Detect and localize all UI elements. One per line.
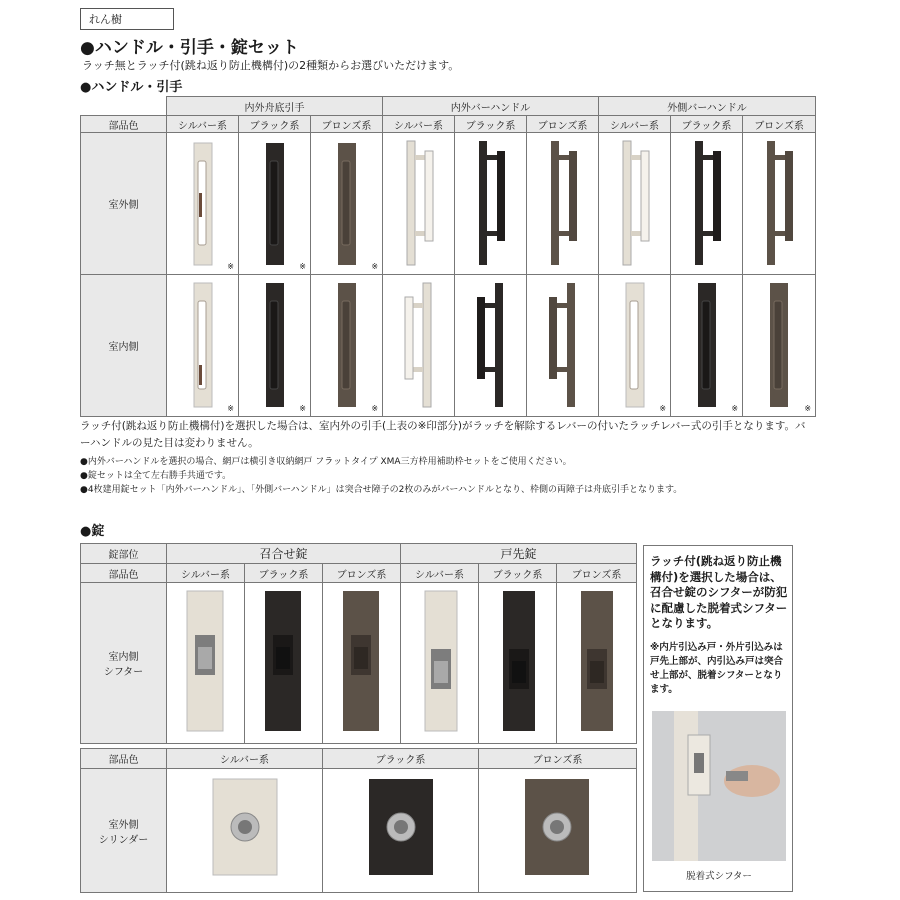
color-bronze: ブロンズ系 (527, 116, 599, 133)
funazoko-handle-silver-icon (167, 275, 239, 413)
handle-image (383, 133, 455, 275)
shifter-image (479, 583, 557, 744)
color-black: ブラック系 (245, 564, 323, 583)
bar-handle-silver-icon (383, 133, 455, 271)
color-bronze: ブロンズ系 (479, 749, 637, 769)
shifter-black-icon (245, 583, 323, 740)
shifter-black-icon (479, 583, 557, 740)
funazoko-handle-black-icon (239, 133, 311, 271)
funazoko-handle-bronze-icon (311, 275, 383, 413)
row-label-inside: 室内側 (81, 275, 167, 417)
handle-image (671, 133, 743, 275)
bar-handle-black-icon (671, 133, 743, 271)
category-tag: れん樹 (80, 8, 174, 30)
note-bullet: ●錠セットは全て左右勝手共通です。 (80, 471, 232, 481)
shifter-bronze-icon (323, 583, 401, 740)
shifter-image (245, 583, 323, 744)
latch-mark: ※ (227, 404, 234, 413)
note-bullet: ●内外バーハンドルを選択の場合、網戸は横引き収納網戸 フラットタイプ XMA三方枠用補助枠セットをご使用ください。 (80, 457, 572, 467)
row-label-outside: 室外側 (81, 133, 167, 275)
shifter-bronze-icon (557, 583, 637, 740)
latch-mark: ※ (371, 404, 379, 413)
color-black: ブラック系 (323, 749, 479, 769)
bar-handle-black-icon (455, 275, 527, 413)
part-color-label: 部品色 (81, 564, 167, 583)
latch-mark: ※ (731, 404, 739, 413)
latch-mark: ※ (659, 404, 667, 413)
color-bronze: ブロンズ系 (557, 564, 637, 583)
handle-image (167, 133, 239, 275)
photo-caption: 脱着式シフター (686, 871, 752, 882)
handle-image (527, 133, 599, 275)
funazoko-handle-silver-icon (167, 133, 239, 271)
cylinder-black-icon (323, 769, 479, 889)
shifter-image (323, 583, 401, 744)
handle-image (743, 275, 816, 417)
group-header-out-bar: 外側バーハンドル (599, 97, 816, 116)
part-color-label: 部品色 (81, 749, 167, 769)
group-header-inout-bar: 内外バーハンドル (383, 97, 599, 116)
latch-mark: ※ (299, 262, 306, 271)
cylinder-image (323, 769, 479, 893)
side-note-text: ラッチ付(跳ね返り防止機構付)を選択した場合は、召合せ錠のシフターが防犯に配慮した脱着式シフターとなります。 (650, 554, 788, 630)
handle-image (671, 275, 743, 417)
cylinder-image (167, 769, 323, 893)
handle-image (239, 133, 311, 275)
handle-image (599, 275, 671, 417)
shifter-silver-icon (167, 583, 245, 740)
bar-handle-bronze-icon (527, 275, 599, 413)
funazoko-handle-bronze-icon (311, 133, 383, 271)
handle-image (599, 133, 671, 275)
color-silver: シルバー系 (167, 749, 323, 769)
section-handle-title: ●ハンドル・引手 (80, 80, 183, 95)
color-black: ブラック系 (671, 116, 743, 133)
color-silver: シルバー系 (383, 116, 455, 133)
latch-note: ラッチ付(跳ね返り防止機構付)を選択した場合は、室内外の引手(上表の※印部分)がラッチを解除するレバーの付いたラッチレバー式の引手となります。バーハンドルの見た目は変わりません。 (80, 420, 806, 449)
note-bullet: ●4枚建用錠セット「内外バーハンドル」、「外側バーハンドル」は突合せ障子の2枚のみがバーハンドルとなり、枠側の両障子は舟底引手となります。 (80, 485, 683, 495)
color-black: ブラック系 (455, 116, 527, 133)
lock-part-label: 錠部位 (81, 544, 167, 564)
detachable-shifter-note (643, 545, 793, 892)
group-header-funazoko: 内外舟底引手 (167, 97, 383, 116)
part-color-label: 部品色 (81, 116, 167, 133)
color-bronze: ブロンズ系 (311, 116, 383, 133)
detachable-shifter-photo-icon (652, 711, 786, 861)
latch-mark: ※ (804, 404, 812, 413)
page-title: ●ハンドル・引手・錠セット (80, 38, 299, 58)
cylinder-bronze-icon (479, 769, 637, 889)
bar-handle-silver-icon (383, 275, 455, 413)
cylinder-image (479, 769, 637, 893)
latch-mark: ※ (371, 262, 379, 271)
color-silver: シルバー系 (167, 116, 239, 133)
color-bronze: ブロンズ系 (743, 116, 816, 133)
row-label-cylinder: 室外側 シリンダー (81, 769, 167, 893)
funazoko-handle-black-icon (671, 275, 743, 413)
handle-image (239, 275, 311, 417)
latch-mark: ※ (299, 404, 306, 413)
funazoko-handle-silver-icon (599, 275, 671, 413)
group-header-meeting-lock: 召合せ錠 (167, 544, 401, 564)
cylinder-silver-icon (167, 769, 323, 889)
handle-image (311, 275, 383, 417)
handle-image (743, 133, 816, 275)
funazoko-handle-bronze-icon (743, 275, 816, 413)
group-header-door-end-lock: 戸先錠 (401, 544, 637, 564)
shifter-silver-icon (401, 583, 479, 740)
handle-image (383, 275, 455, 417)
lock-table (80, 543, 637, 744)
row-label-shifter: 室内側 シフター (81, 583, 167, 744)
shifter-image (557, 583, 637, 744)
section-lock-title: ●錠 (80, 524, 105, 539)
bar-handle-bronze-icon (527, 133, 599, 271)
color-bronze: ブロンズ系 (323, 564, 401, 583)
bar-handle-black-icon (455, 133, 527, 271)
bar-handle-bronze-icon (743, 133, 816, 271)
color-black: ブラック系 (479, 564, 557, 583)
handle-table (80, 96, 816, 417)
handle-image (311, 133, 383, 275)
funazoko-handle-black-icon (239, 275, 311, 413)
handle-image (167, 275, 239, 417)
corner-cell (81, 97, 167, 116)
cylinder-table (80, 748, 637, 893)
shifter-image (401, 583, 479, 744)
shifter-image (167, 583, 245, 744)
color-silver: シルバー系 (401, 564, 479, 583)
color-silver: シルバー系 (167, 564, 245, 583)
color-silver: シルバー系 (599, 116, 671, 133)
bar-handle-silver-icon (599, 133, 671, 271)
side-note-small: ※内片引込み戸・外片引込みは戸先上部が、内引込み戸は突合せ上部が、脱着シフターとなります。 (650, 642, 784, 695)
handle-image (455, 133, 527, 275)
color-black: ブラック系 (239, 116, 311, 133)
page-subtitle: ラッチ無とラッチ付(跳ね返り防止機構付)の2種類からお選びいただけます。 (82, 59, 460, 72)
latch-mark: ※ (227, 262, 234, 271)
shifter-photo (652, 711, 786, 861)
handle-image (527, 275, 599, 417)
handle-image (455, 275, 527, 417)
